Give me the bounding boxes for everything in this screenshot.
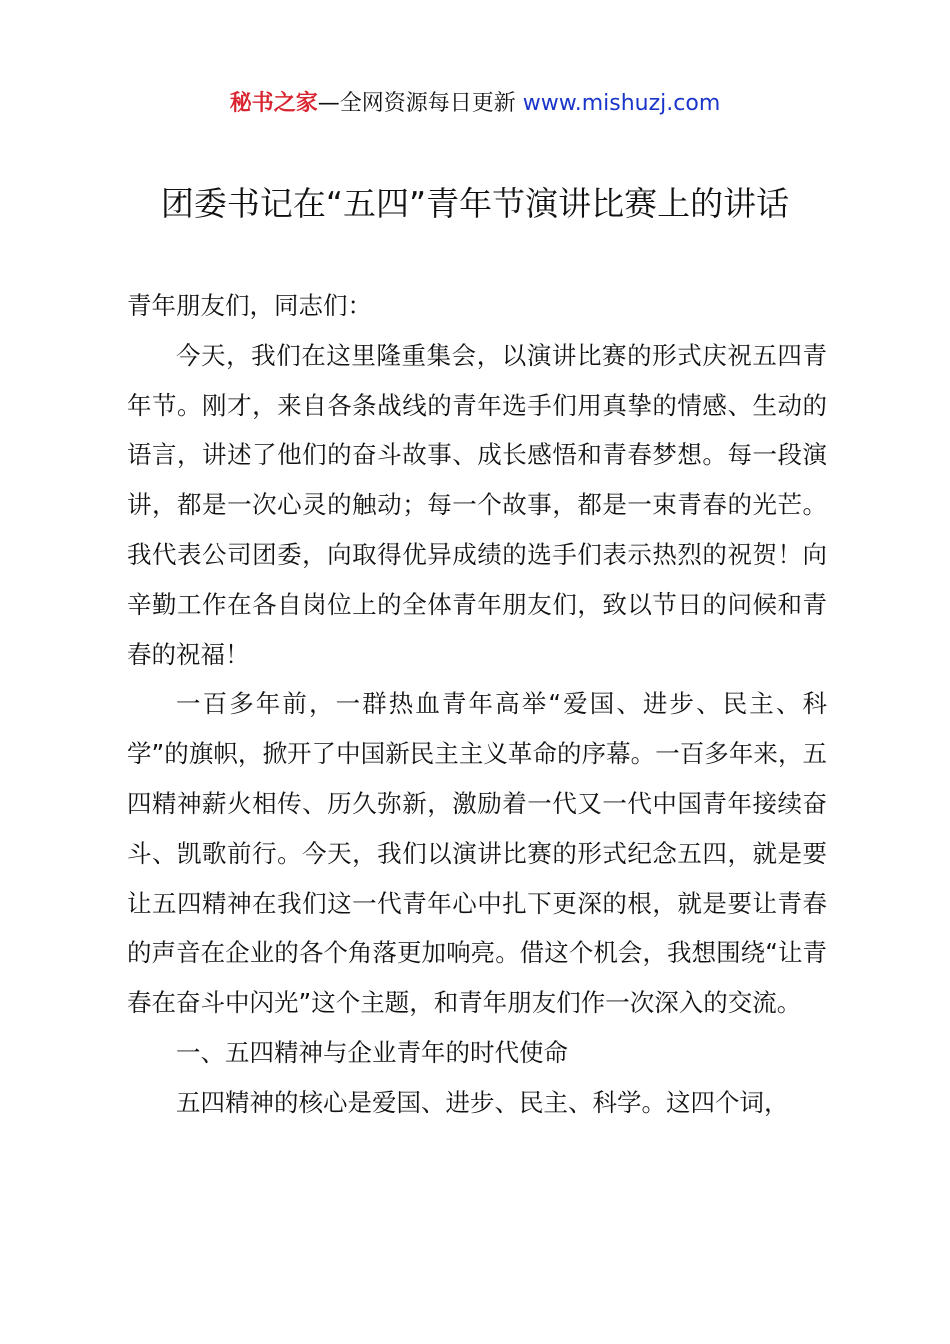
paragraph: 五四精神的核心是爱国、进步、民主、科学。这四个词，	[176, 1087, 789, 1117]
document-body	[127, 281, 827, 1128]
brand-name: 秘书之家	[229, 91, 318, 116]
paragraph: 今天，我们在这里隆重集会，以演讲比赛的形式庆祝五四青年节。刚才，来自各条战线的青年选手们用真挚的情感、生动的语言，讲述了他们的奋斗故事、成长感悟和青春梦想。每一段演讲，都是一次心灵的触动；每一个故事，都是一束青春的光芒。我代表公司团委，向取得优异成绩的选手们表示热烈的祝贺！向辛勤工作在各自岗位上的全体青年朋友们，致以节日的问候和青春的祝福！	[127, 340, 827, 669]
salutation: 青年朋友们，同志们：	[127, 291, 372, 320]
site-url[interactable]: www.mishuzj.com	[522, 91, 721, 116]
header-slogan: —全网资源每日更新	[317, 91, 523, 116]
document-title: 团委书记在“五四”青年节演讲比赛上的讲话	[160, 184, 790, 223]
site-header	[0, 88, 950, 120]
section-heading: 一、五四精神与企业青年的时代使命	[176, 1037, 568, 1067]
paragraph: 一百多年前，一群热血青年高举“爱国、进步、民主、科学”的旗帜，掀开了中国新民主主义革命的序幕。一百多年来，五四精神薪火相传、历久弥新，激励着一代又一代中国青年接续奋斗、凯歌前行。今天，我们以演讲比赛的形式纪念五四，就是要让五四精神在我们这一代青年心中扎下更深的根，就是要让青春的声音在企业的各个角落更加响亮。借这个机会，我想围绕“让青春在奋斗中闪光”这个主题，和青年朋友们作一次深入的交流。	[127, 689, 827, 1018]
